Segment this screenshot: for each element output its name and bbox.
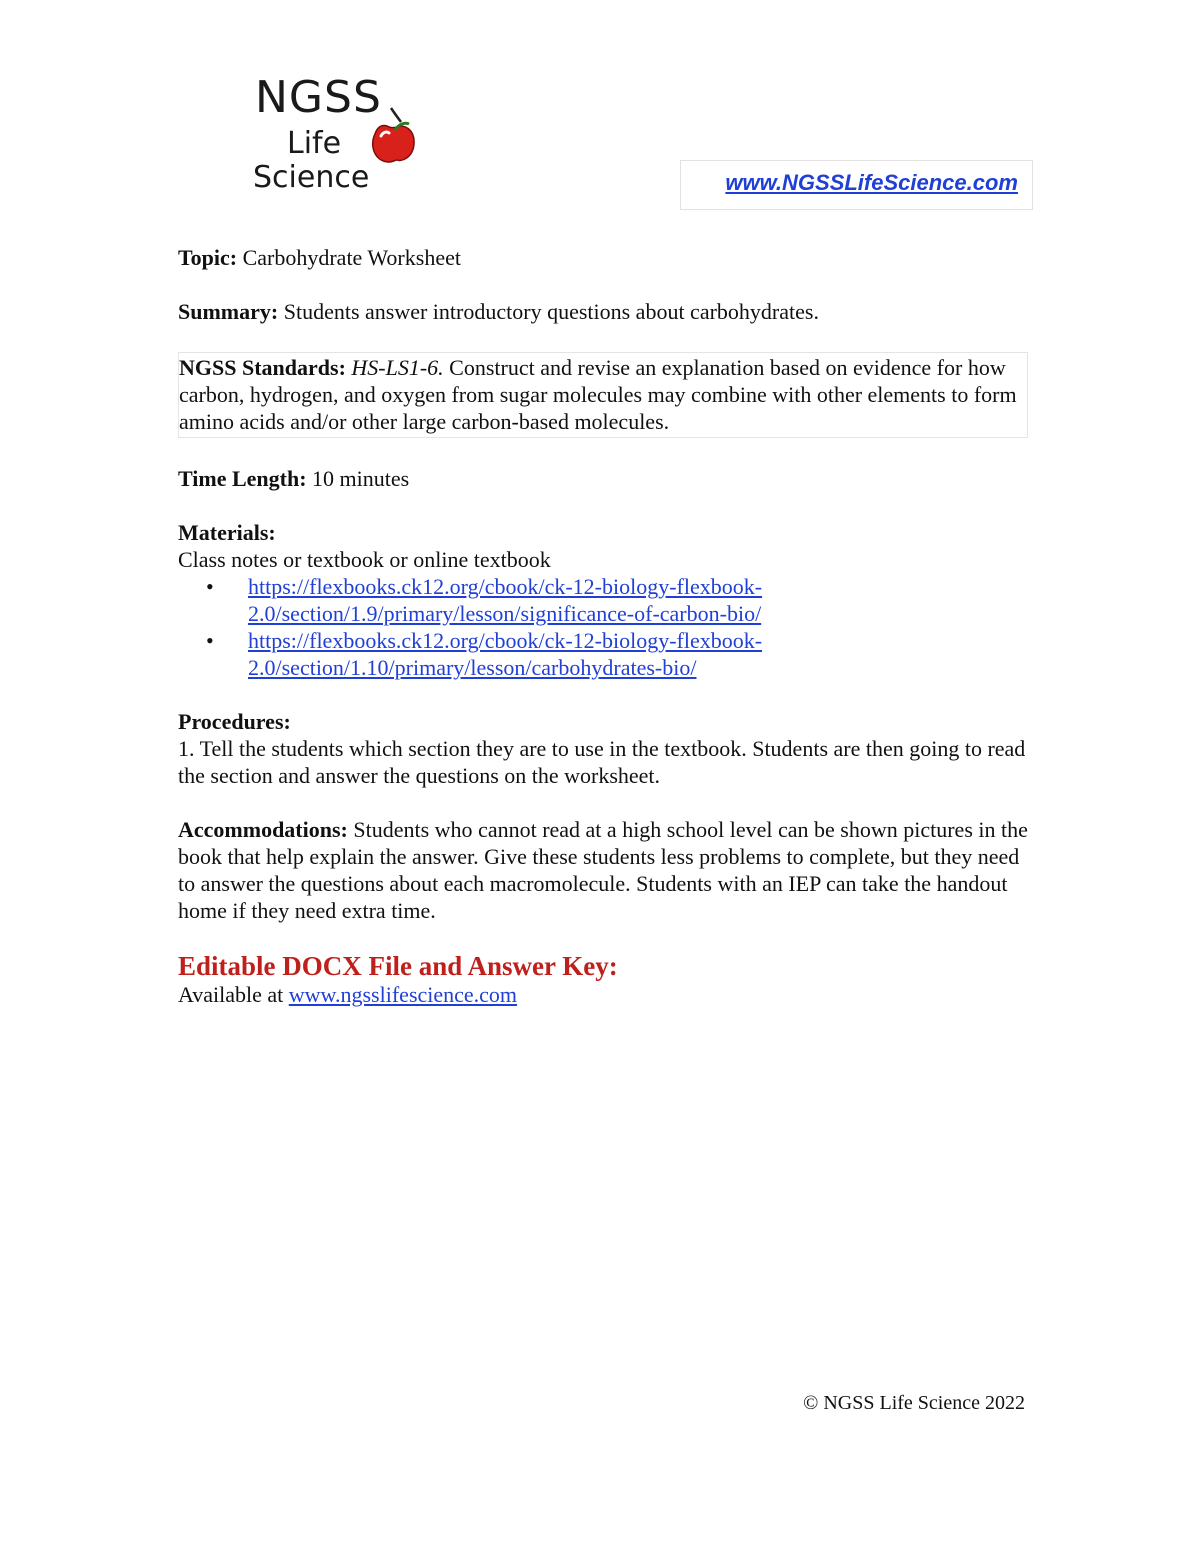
- time-length-label: Time Length:: [178, 466, 307, 491]
- accommodations-text: Students who cannot read at a high school level can be shown pictures in the book that help explain the answer. Give these students less problems to complete, but they need to answer the questions about each macromolecule. Students with an IEP can take the handout home if they need extra time.: [178, 817, 1028, 923]
- materials-link-list: [178, 573, 1028, 681]
- accommodations-label: Accommodations:: [178, 817, 348, 842]
- material-link-1[interactable]: https://flexbooks.ck12.org/cbook/ck-12-biology-flexbook- 2.0/section/1.9/primary/lesson/significance-of-carbon-bio/: [248, 574, 763, 626]
- lesson-content: [178, 244, 1028, 1008]
- summary-value: Students answer introductory questions about carbohydrates.: [278, 299, 819, 324]
- apple-icon: [365, 106, 417, 166]
- summary-label: Summary:: [178, 299, 279, 324]
- ngss-logo: [245, 72, 420, 202]
- time-length-value: 10 minutes: [306, 466, 410, 491]
- list-item: [206, 573, 1028, 627]
- topic-label: Topic:: [178, 245, 238, 270]
- standards-label: NGSS Standards:: [179, 355, 346, 380]
- standards-code: HS-LS1-6.: [345, 355, 444, 380]
- standards-text: Construct and revise an explanation based on evidence for how carbon, hydrogen, and oxygen from sugar molecules may combine with other elements to form amino acids and/or other large carbon-based molecules.: [179, 355, 1017, 434]
- available-text: Available at: [178, 982, 289, 1007]
- accommodations-section: [178, 816, 1028, 924]
- list-item: [206, 627, 1028, 681]
- procedures-step-1: 1. Tell the students which section they are to use in the textbook. Students are then going to read the section and answer the questions on the worksheet.: [178, 736, 1026, 788]
- materials-intro: Class notes or textbook or online textbook: [178, 547, 551, 572]
- ngss-site-link[interactable]: www.ngsslifescience.com: [288, 982, 518, 1007]
- procedures-label: Procedures:: [178, 709, 291, 734]
- summary-line: [178, 298, 1028, 325]
- materials-label: Materials:: [178, 520, 276, 545]
- website-link[interactable]: www.NGSSLifeScience.com: [725, 170, 1018, 195]
- logo-text-ngss: NGSS: [255, 72, 382, 123]
- available-line: [178, 981, 1028, 1008]
- topic-value: Carbohydrate Worksheet: [237, 245, 461, 270]
- standards-box: [178, 352, 1028, 438]
- logo-text-life: Life: [287, 126, 342, 161]
- editable-heading: Editable DOCX File and Answer Key:: [178, 951, 618, 981]
- editable-section: [178, 951, 1028, 1008]
- website-box: [680, 160, 1033, 210]
- materials-section: [178, 519, 1028, 681]
- topic-line: [178, 244, 1028, 271]
- bullet-icon: •: [206, 628, 214, 653]
- time-length-line: [178, 465, 1028, 492]
- material-link-2[interactable]: https://flexbooks.ck12.org/cbook/ck-12-biology-flexbook- 2.0/section/1.10/primary/lesson/carbohydrates-bio/: [248, 628, 763, 680]
- procedures-section: [178, 708, 1028, 789]
- bullet-icon: •: [206, 574, 214, 599]
- copyright-footer: © NGSS Life Science 2022: [803, 1392, 1025, 1414]
- logo-text-science: Science: [253, 160, 370, 195]
